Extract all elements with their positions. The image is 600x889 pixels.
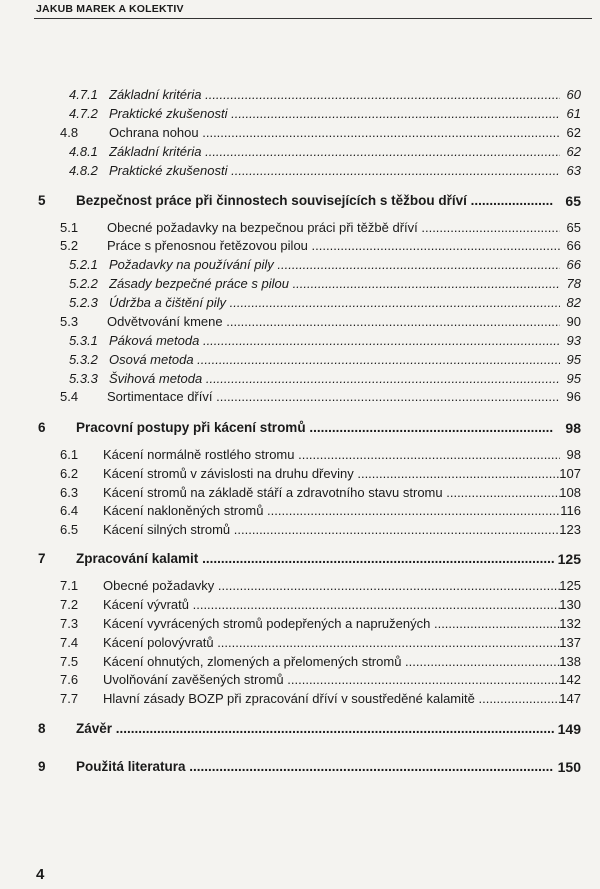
toc-page: 62 xyxy=(566,125,581,140)
toc-title: Páková metoda ..... xyxy=(109,331,560,351)
toc-number: 4.7.2 xyxy=(69,106,98,121)
toc-number: 6.3 xyxy=(60,485,79,500)
toc-entry[interactable] xyxy=(0,595,600,615)
toc-entry[interactable] xyxy=(0,520,600,540)
toc-title: Kácení stromů v závislosti na druhu dřeviny ..... xyxy=(103,464,560,484)
toc-title: Ochrana nohou ..... xyxy=(109,123,560,143)
toc-chapter-entry[interactable] xyxy=(0,549,600,569)
toc-chapter-entry[interactable] xyxy=(0,757,600,777)
toc-entry[interactable] xyxy=(0,501,600,521)
toc-page: 61 xyxy=(566,106,581,121)
page-number: 4 xyxy=(36,866,45,883)
toc-page: 108 xyxy=(559,485,581,500)
toc-number: 7.1 xyxy=(60,578,79,593)
toc-number: 5.3 xyxy=(60,314,79,329)
toc-title: Kácení stromů na základě stáří a zdravotního stavu stromu ..... xyxy=(103,483,560,503)
toc-number: 7.2 xyxy=(60,597,79,612)
toc-entry[interactable] xyxy=(0,445,600,465)
toc-entry[interactable] xyxy=(0,331,600,351)
toc-title: Obecné požadavky na bezpečnou práci při těžbě dříví ..... xyxy=(107,218,560,238)
toc-entry[interactable] xyxy=(0,614,600,634)
toc-title: Základní kritéria ..... xyxy=(109,142,560,162)
toc-entry[interactable] xyxy=(0,293,600,313)
toc-chapter-entry[interactable] xyxy=(0,191,600,211)
toc-entry[interactable] xyxy=(0,85,600,105)
toc-title: Údržba a čištění pily ..... xyxy=(109,293,560,313)
toc-page: 147 xyxy=(559,691,581,706)
toc-entry[interactable] xyxy=(0,274,600,294)
toc-page: 95 xyxy=(566,371,581,386)
toc-entry[interactable] xyxy=(0,633,600,653)
toc-title: Zpracování kalamit ..... xyxy=(76,549,554,569)
toc-entry[interactable] xyxy=(0,369,600,389)
toc-title: Obecné požadavky ..... xyxy=(103,576,560,596)
toc-page: 150 xyxy=(557,759,581,775)
header-rule xyxy=(34,18,592,19)
toc-title: Kácení silných stromů ..... xyxy=(103,520,560,540)
toc-page: 142 xyxy=(559,672,581,687)
toc-title: Použitá literatura ..... xyxy=(76,757,554,777)
toc-number: 5.2.2 xyxy=(69,276,98,291)
toc-title: Zásady bezpečné práce s pilou ..... xyxy=(109,274,560,294)
toc-entry[interactable] xyxy=(0,161,600,181)
toc-number: 4.8 xyxy=(60,125,79,140)
toc-number: 5.1 xyxy=(60,220,79,235)
toc-page: 98 xyxy=(566,447,581,462)
toc-number: 9 xyxy=(38,759,46,774)
toc-title: Základní kritéria ..... xyxy=(109,85,560,105)
toc-title: Praktické zkušenosti ..... xyxy=(109,161,560,181)
toc-page: 60 xyxy=(566,87,581,102)
toc-number: 5.3.3 xyxy=(69,371,98,386)
toc-title: Závěr ..... xyxy=(76,719,554,739)
toc-entry[interactable] xyxy=(0,312,600,332)
toc-number: 7.6 xyxy=(60,672,79,687)
toc-number: 5.2 xyxy=(60,238,79,253)
toc-title: Kácení ohnutých, zlomených a přelomených stromů ..... xyxy=(103,652,560,672)
toc-number: 8 xyxy=(38,721,46,736)
toc-entry[interactable] xyxy=(0,123,600,143)
toc-page: 107 xyxy=(559,466,581,481)
toc-title: Kácení vyvrácených stromů podepřených a napružených ..... xyxy=(103,614,560,634)
toc-number: 6.2 xyxy=(60,466,79,481)
toc-number: 5.3.1 xyxy=(69,333,98,348)
toc-page: 66 xyxy=(566,238,581,253)
toc-title: Práce s přenosnou řetězovou pilou ..... xyxy=(107,236,560,256)
toc-page: 98 xyxy=(565,420,581,436)
toc-page: 95 xyxy=(566,352,581,367)
toc-page: 149 xyxy=(557,721,581,737)
toc-page: 65 xyxy=(565,193,581,209)
toc-number: 7 xyxy=(38,551,46,566)
toc-entry[interactable] xyxy=(0,670,600,690)
toc-title: Kácení normálně rostlého stromu ..... xyxy=(103,445,560,465)
toc-entry[interactable] xyxy=(0,576,600,596)
toc-number: 6 xyxy=(38,420,46,435)
toc-number: 6.5 xyxy=(60,522,79,537)
toc-page: 132 xyxy=(559,616,581,631)
toc-title: Hlavní zásady BOZP při zpracování dříví v soustředěné kalamitě ..... xyxy=(103,689,560,709)
toc-entry[interactable] xyxy=(0,218,600,238)
toc-title: Kácení polovývratů ..... xyxy=(103,633,560,653)
toc-title: Bezpečnost práce při činnostech souvisejících s těžbou dříví ..... xyxy=(76,191,554,211)
toc-number: 6.4 xyxy=(60,503,79,518)
toc-page: 90 xyxy=(566,314,581,329)
toc-number: 7.7 xyxy=(60,691,79,706)
toc-title: Švihová metoda ..... xyxy=(109,369,560,389)
toc-entry[interactable] xyxy=(0,689,600,709)
toc-number: 5.2.1 xyxy=(69,257,98,272)
toc-title: Osová metoda ..... xyxy=(109,350,560,370)
toc-page: 123 xyxy=(559,522,581,537)
toc-title: Odvětvování kmene ..... xyxy=(107,312,560,332)
toc-number: 5 xyxy=(38,193,46,208)
toc-number: 7.5 xyxy=(60,654,79,669)
toc-page: 93 xyxy=(566,333,581,348)
toc-entry[interactable] xyxy=(0,350,600,370)
toc-number: 5.4 xyxy=(60,389,79,404)
toc-entry[interactable] xyxy=(0,142,600,162)
toc-chapter-entry[interactable] xyxy=(0,719,600,739)
toc-number: 7.4 xyxy=(60,635,79,650)
toc-number: 4.7.1 xyxy=(69,87,98,102)
toc-entry[interactable] xyxy=(0,104,600,124)
toc-page: 138 xyxy=(559,654,581,669)
toc-number: 5.3.2 xyxy=(69,352,98,367)
toc-title: Sortimentace dříví ..... xyxy=(107,387,560,407)
toc-entry[interactable] xyxy=(0,483,600,503)
toc-title: Praktické zkušenosti ..... xyxy=(109,104,560,124)
toc-entry[interactable] xyxy=(0,236,600,256)
toc-number: 7.3 xyxy=(60,616,79,631)
toc-title: Kácení nakloněných stromů ..... xyxy=(103,501,560,521)
toc-page: 130 xyxy=(559,597,581,612)
toc-number: 5.2.3 xyxy=(69,295,98,310)
toc-page: 116 xyxy=(560,503,581,518)
toc-page: 125 xyxy=(557,551,581,567)
toc-page: 65 xyxy=(566,220,581,235)
toc-entry[interactable] xyxy=(0,464,600,484)
toc-number: 4.8.1 xyxy=(69,144,98,159)
toc-title: Kácení vývratů ..... xyxy=(103,595,560,615)
toc-entry[interactable] xyxy=(0,387,600,407)
toc-page: 66 xyxy=(566,257,581,272)
toc-number: 6.1 xyxy=(60,447,79,462)
toc-page: 82 xyxy=(566,295,581,310)
toc-entry[interactable] xyxy=(0,255,600,275)
toc-page: 78 xyxy=(566,276,581,291)
toc-title: Požadavky na používání pily ..... xyxy=(109,255,560,275)
toc-entry[interactable] xyxy=(0,652,600,672)
toc-page: 62 xyxy=(566,144,581,159)
toc-title: Pracovní postupy při kácení stromů ..... xyxy=(76,418,554,438)
toc-number: 4.8.2 xyxy=(69,163,98,178)
running-head: JAKUB MAREK A KOLEKTIV xyxy=(36,3,184,15)
toc-page: 96 xyxy=(566,389,581,404)
toc-page: 137 xyxy=(559,635,581,650)
toc-chapter-entry[interactable] xyxy=(0,418,600,438)
toc-title: Uvolňování zavěšených stromů ..... xyxy=(103,670,560,690)
toc-page: 63 xyxy=(566,163,581,178)
toc-page: 125 xyxy=(559,578,581,593)
